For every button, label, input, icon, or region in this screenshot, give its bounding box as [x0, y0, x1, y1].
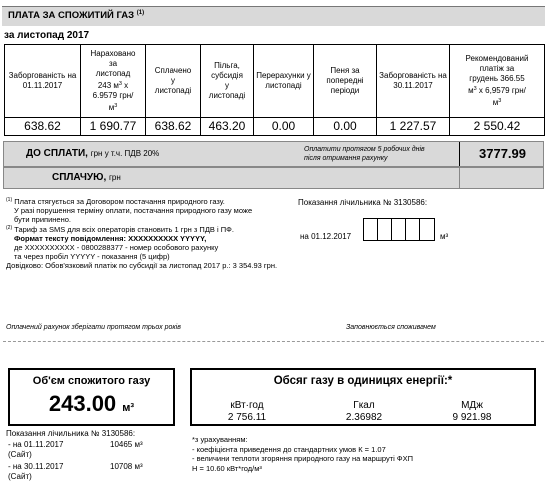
- amount-due-row: [3, 141, 544, 167]
- table-cell: 638.62: [146, 118, 201, 136]
- col-header-benefit: Пільга, субсидія у листопаді: [201, 45, 254, 118]
- col-header-penalty: Пеня за попередні періоди: [314, 45, 377, 118]
- col-header-recommended: Рекомендований платіж за грудень 366.55 $м^3$ х 6,9579 грн/ $м^3$: [450, 45, 545, 118]
- table-cell: 0.00: [254, 118, 314, 136]
- bill-notes: $^{(1)}$ Плата стягується за Договором постачання природного газу. У разі порушення терміну оплати, постачання природного газу може бути припинено. $^{(2)}$ Тариф за SMS для всіх операторів становить 1 грн з ПДВ і ПФ. Формат тексту повідомлення: XXXXXXXXXX YYYYY, де XXXXXXXXXX - 0800288377 - номер особового рахунку та через пробіл YYYYY - показання (5 цифр) Довідково: Обов'язковий платіж по субсидії за листопад 2017 р.: 3 354.93 грн.: [6, 196, 296, 270]
- meter-history-row: - на 30.11.2017 (Сайт): [8, 462, 64, 481]
- col-header-debt-start: Заборгованість на 01.11.2017: [5, 45, 81, 118]
- amount-paid-divider: [459, 168, 460, 188]
- meter-reading-title: Показання лічильника № 3130586:: [298, 198, 428, 207]
- table-cell: 2 550.42: [450, 118, 545, 136]
- table-cell: 638.62: [5, 118, 81, 136]
- amount-due-label: ДО СПЛАТИ, грн у т.ч. ПДВ 20%: [26, 148, 160, 159]
- meter-reading-unit: м³: [440, 232, 449, 241]
- meter-history: [6, 428, 135, 439]
- meter-reading-digit-boxes[interactable]: [363, 218, 435, 241]
- col-header-paid: Сплачено у листопаді: [146, 45, 201, 118]
- payment-deadline-note: Оплатити протягом 5 робочих днів після отримання рахунку: [304, 146, 425, 162]
- gas-volume-title: Об'єм спожитого газу: [32, 375, 151, 387]
- charges-table: [4, 44, 545, 136]
- billing-period: за листопад 2017: [4, 30, 90, 41]
- energy-footnotes: *з урахуванням: - коефіцієнта приведення до стандартних умов К = 1.07 - величини теплоти згоряння природного газу на маршруті ФХП Н = 10.60 кВт*год/м³: [192, 435, 413, 473]
- energy-kwh: кВт·год 2 756.11: [227, 400, 267, 423]
- bill-header-band: [2, 6, 545, 26]
- table-cell: 1 227.57: [377, 118, 450, 136]
- cut-line: [3, 341, 544, 342]
- col-header-recalc: Перерахунки у листопаді: [254, 45, 314, 118]
- col-header-debt-end: Заборгованість на 30.11.2017: [377, 45, 450, 118]
- meter-history-row: - на 01.11.2017 (Сайт): [8, 440, 64, 459]
- amount-paid-label: СПЛАЧУЮ, грн: [52, 172, 121, 183]
- meter-history-value: 10465 м³: [110, 440, 143, 449]
- table-cell: 463.20: [201, 118, 254, 136]
- gas-energy-box: [190, 368, 536, 426]
- col-header-accrued: Нараховано за листопад 243 $м^3$ х 6.9579 грн/ $м^3$: [81, 45, 146, 118]
- meter-history-value: 10708 м³: [110, 462, 143, 471]
- gas-volume-box: [8, 368, 175, 426]
- subsidy-note: Довідково: Обов'язковий платіж по субсидії за листопад 2017 р.: 3 354.93 грн.: [6, 261, 278, 270]
- energy-mj: МДж 9 921.98: [452, 400, 492, 423]
- table-row: [5, 118, 545, 136]
- gas-volume-value: 243.00 м³: [48, 391, 135, 416]
- meter-reading-date: на 01.12.2017: [300, 232, 352, 241]
- meter-history-title: Показання лічильника № 3130586:: [6, 429, 136, 438]
- keep-receipt-note: Оплачений рахунок зберігати протягом трьох років: [6, 324, 181, 331]
- table-cell: 0.00: [314, 118, 377, 136]
- amount-paid-row: [3, 167, 544, 189]
- gas-energy-title: Обсяг газу в одиницях енергії:*: [273, 375, 453, 387]
- bill-title: ПЛАТА ЗА СПОЖИТИЙ ГАЗ $^{(1)}$: [8, 10, 145, 21]
- amount-due-value: 3777.99: [459, 142, 545, 166]
- table-cell: 1 690.77: [81, 118, 146, 136]
- consumer-fill-note: Заповнюється споживачем: [346, 324, 436, 331]
- energy-gcal: Гкал 2.36982: [345, 400, 383, 423]
- table-header-row: [5, 45, 545, 118]
